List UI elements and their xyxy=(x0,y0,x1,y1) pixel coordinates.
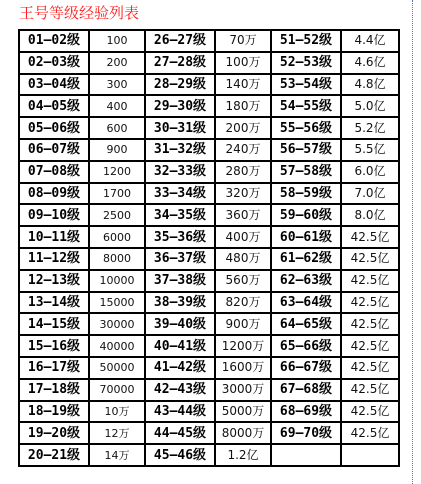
experience-value-cell: 4.4亿 xyxy=(341,30,399,52)
experience-value-cell: 180万 xyxy=(215,95,271,117)
level-range-cell: 04—05级 xyxy=(19,95,89,117)
level-range-cell: 54—55级 xyxy=(271,95,341,117)
level-range-cell: 13—14级 xyxy=(19,292,89,314)
table-row xyxy=(19,313,399,335)
level-range-cell: 63—64级 xyxy=(271,292,341,314)
table-row xyxy=(19,422,399,444)
experience-value-cell: 280万 xyxy=(215,161,271,183)
experience-value-cell: 900万 xyxy=(215,313,271,335)
experience-value-cell: 10000 xyxy=(89,270,145,292)
level-range-cell: 30—31级 xyxy=(145,117,215,139)
table-row xyxy=(19,335,399,357)
experience-value-cell: 42.5亿 xyxy=(341,422,399,444)
experience-value-cell: 3000万 xyxy=(215,379,271,401)
experience-value-cell: 1200万 xyxy=(215,335,271,357)
experience-value-cell: 8000万 xyxy=(215,422,271,444)
level-range-cell: 18—19级 xyxy=(19,401,89,423)
level-range-cell: 62—63级 xyxy=(271,270,341,292)
table-row xyxy=(19,226,399,248)
table-row xyxy=(19,357,399,379)
level-experience-table xyxy=(18,29,400,467)
level-range-cell: 11—12级 xyxy=(19,248,89,270)
experience-value-cell: 14万 xyxy=(89,444,145,466)
level-range-cell: 60—61级 xyxy=(271,226,341,248)
experience-value-cell: 30000 xyxy=(89,313,145,335)
level-range-cell xyxy=(271,444,341,466)
experience-value-cell: 7.0亿 xyxy=(341,183,399,205)
table-row xyxy=(19,248,399,270)
table-row xyxy=(19,30,399,52)
experience-value-cell: 900 xyxy=(89,139,145,161)
table-row xyxy=(19,270,399,292)
level-range-cell: 16—17级 xyxy=(19,357,89,379)
experience-value-cell: 42.5亿 xyxy=(341,357,399,379)
level-range-cell: 58—59级 xyxy=(271,183,341,205)
level-range-cell: 31—32级 xyxy=(145,139,215,161)
table-row xyxy=(19,204,399,226)
level-range-cell: 05—06级 xyxy=(19,117,89,139)
experience-value-cell: 70万 xyxy=(215,30,271,52)
experience-value-cell: 5.0亿 xyxy=(341,95,399,117)
level-range-cell: 66—67级 xyxy=(271,357,341,379)
experience-value-cell: 4.8亿 xyxy=(341,74,399,96)
table-row xyxy=(19,401,399,423)
experience-value-cell: 8.0亿 xyxy=(341,204,399,226)
experience-value-cell: 480万 xyxy=(215,248,271,270)
table-row xyxy=(19,379,399,401)
experience-value-cell: 70000 xyxy=(89,379,145,401)
experience-value-cell: 140万 xyxy=(215,74,271,96)
experience-value-cell: 42.5亿 xyxy=(341,292,399,314)
page-title: 王号等级经验列表 xyxy=(19,4,140,22)
level-range-cell: 34—35级 xyxy=(145,204,215,226)
level-range-cell: 65—66级 xyxy=(271,335,341,357)
level-range-cell: 39—40级 xyxy=(145,313,215,335)
level-range-cell: 59—60级 xyxy=(271,204,341,226)
level-range-cell: 10—11级 xyxy=(19,226,89,248)
experience-value-cell xyxy=(341,444,399,466)
level-range-cell: 35—36级 xyxy=(145,226,215,248)
level-range-cell: 45—46级 xyxy=(145,444,215,466)
level-range-cell: 14—15级 xyxy=(19,313,89,335)
experience-value-cell: 820万 xyxy=(215,292,271,314)
level-range-cell: 03—04级 xyxy=(19,74,89,96)
table-row xyxy=(19,117,399,139)
level-range-cell: 64—65级 xyxy=(271,313,341,335)
level-range-cell: 51—52级 xyxy=(271,30,341,52)
experience-value-cell: 400 xyxy=(89,95,145,117)
level-range-cell: 57—58级 xyxy=(271,161,341,183)
level-range-cell: 41—42级 xyxy=(145,357,215,379)
level-range-cell: 55—56级 xyxy=(271,117,341,139)
level-range-cell: 06—07级 xyxy=(19,139,89,161)
experience-value-cell: 5.5亿 xyxy=(341,139,399,161)
experience-value-cell: 42.5亿 xyxy=(341,335,399,357)
experience-value-cell: 200 xyxy=(89,52,145,74)
experience-value-cell: 50000 xyxy=(89,357,145,379)
level-range-cell: 09—10级 xyxy=(19,204,89,226)
experience-value-cell: 42.5亿 xyxy=(341,270,399,292)
table-row xyxy=(19,292,399,314)
experience-value-cell: 12万 xyxy=(89,422,145,444)
level-range-cell: 28—29级 xyxy=(145,74,215,96)
level-range-cell: 43—44级 xyxy=(145,401,215,423)
level-range-cell: 17—18级 xyxy=(19,379,89,401)
experience-value-cell: 560万 xyxy=(215,270,271,292)
level-range-cell: 52—53级 xyxy=(271,52,341,74)
experience-value-cell: 240万 xyxy=(215,139,271,161)
level-range-cell: 33—34级 xyxy=(145,183,215,205)
experience-value-cell: 5000万 xyxy=(215,401,271,423)
experience-value-cell: 2500 xyxy=(89,204,145,226)
experience-value-cell: 320万 xyxy=(215,183,271,205)
level-range-cell: 36—37级 xyxy=(145,248,215,270)
level-range-cell: 19—20级 xyxy=(19,422,89,444)
experience-value-cell: 600 xyxy=(89,117,145,139)
table-row xyxy=(19,95,399,117)
experience-value-cell: 1.2亿 xyxy=(215,444,271,466)
experience-value-cell: 200万 xyxy=(215,117,271,139)
level-range-cell: 01—02级 xyxy=(19,30,89,52)
table-row xyxy=(19,139,399,161)
experience-value-cell: 4.6亿 xyxy=(341,52,399,74)
level-range-cell: 02—03级 xyxy=(19,52,89,74)
level-range-cell: 32—33级 xyxy=(145,161,215,183)
level-range-cell: 37—38级 xyxy=(145,270,215,292)
experience-value-cell: 1700 xyxy=(89,183,145,205)
experience-value-cell: 400万 xyxy=(215,226,271,248)
experience-value-cell: 10万 xyxy=(89,401,145,423)
experience-value-cell: 40000 xyxy=(89,335,145,357)
level-range-cell: 40—41级 xyxy=(145,335,215,357)
experience-value-cell: 8000 xyxy=(89,248,145,270)
experience-value-cell: 42.5亿 xyxy=(341,226,399,248)
experience-value-cell: 1600万 xyxy=(215,357,271,379)
experience-value-cell: 42.5亿 xyxy=(341,401,399,423)
experience-value-cell: 42.5亿 xyxy=(341,313,399,335)
level-range-cell: 07—08级 xyxy=(19,161,89,183)
table-row xyxy=(19,444,399,466)
level-range-cell: 12—13级 xyxy=(19,270,89,292)
experience-value-cell: 100万 xyxy=(215,52,271,74)
level-range-cell: 61—62级 xyxy=(271,248,341,270)
level-range-cell: 38—39级 xyxy=(145,292,215,314)
table-row xyxy=(19,161,399,183)
experience-value-cell: 1200 xyxy=(89,161,145,183)
level-range-cell: 53—54级 xyxy=(271,74,341,96)
experience-value-cell: 300 xyxy=(89,74,145,96)
frame-border xyxy=(412,0,413,484)
level-range-cell: 08—09级 xyxy=(19,183,89,205)
table-row xyxy=(19,52,399,74)
experience-value-cell: 42.5亿 xyxy=(341,379,399,401)
experience-value-cell: 42.5亿 xyxy=(341,248,399,270)
level-range-cell: 26—27级 xyxy=(145,30,215,52)
table-row xyxy=(19,74,399,96)
level-range-cell: 44—45级 xyxy=(145,422,215,444)
experience-value-cell: 5.2亿 xyxy=(341,117,399,139)
level-range-cell: 29—30级 xyxy=(145,95,215,117)
level-range-cell: 15—16级 xyxy=(19,335,89,357)
level-range-cell: 42—43级 xyxy=(145,379,215,401)
level-range-cell: 27—28级 xyxy=(145,52,215,74)
level-range-cell: 68—69级 xyxy=(271,401,341,423)
level-range-cell: 20—21级 xyxy=(19,444,89,466)
experience-value-cell: 15000 xyxy=(89,292,145,314)
level-range-cell: 69—70级 xyxy=(271,422,341,444)
table-body xyxy=(19,30,399,466)
table-row xyxy=(19,183,399,205)
experience-value-cell: 6000 xyxy=(89,226,145,248)
experience-value-cell: 6.0亿 xyxy=(341,161,399,183)
experience-value-cell: 360万 xyxy=(215,204,271,226)
level-range-cell: 56—57级 xyxy=(271,139,341,161)
experience-value-cell: 100 xyxy=(89,30,145,52)
level-range-cell: 67—68级 xyxy=(271,379,341,401)
